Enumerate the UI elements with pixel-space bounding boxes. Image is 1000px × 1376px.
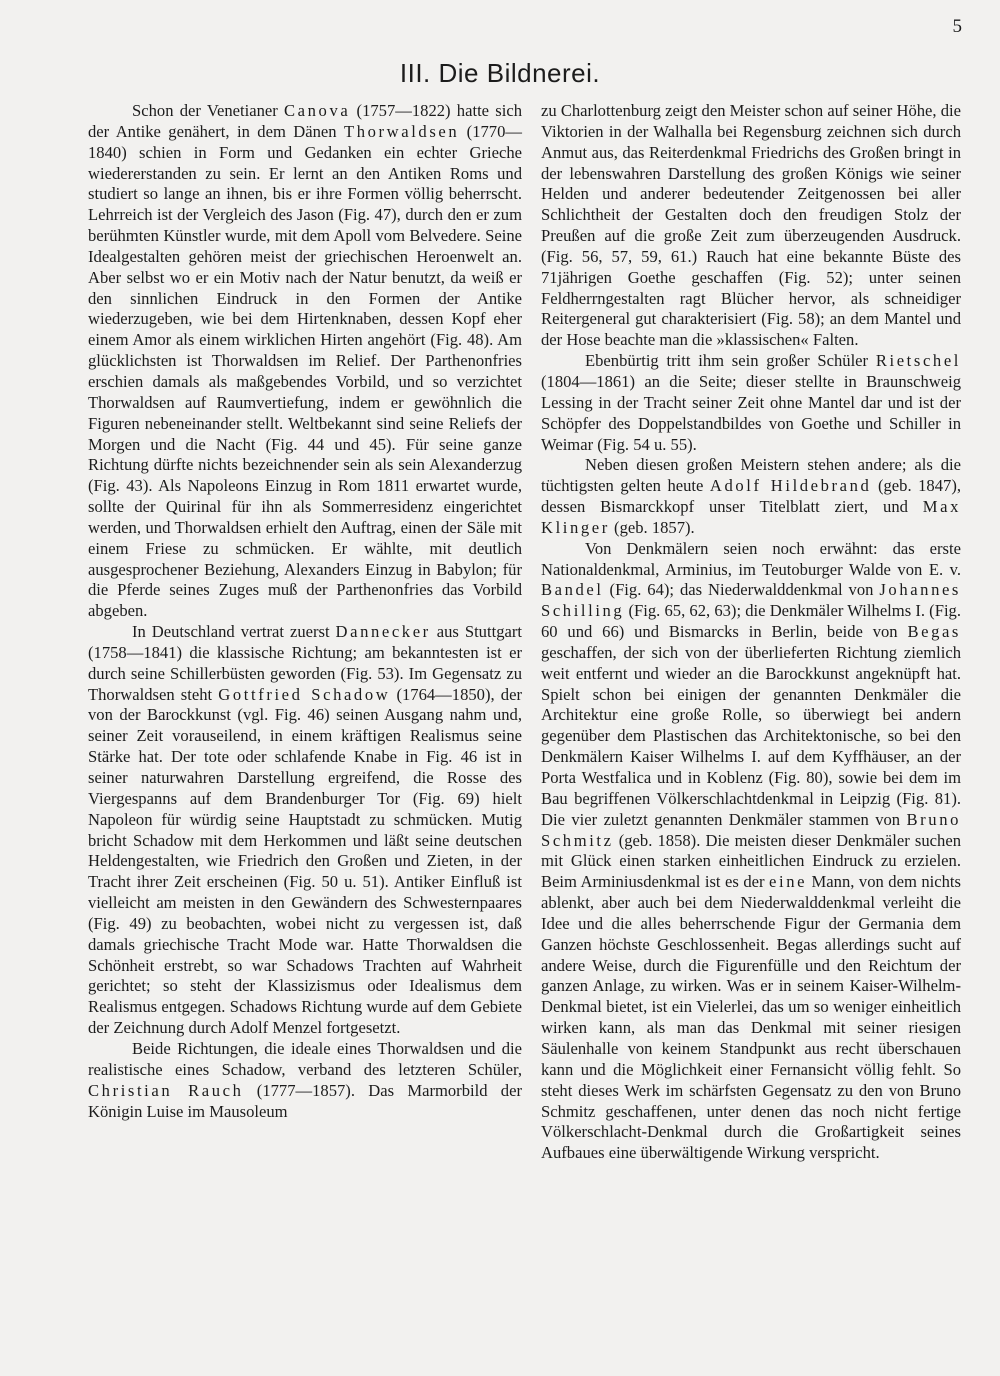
page-number: 5 <box>952 16 962 37</box>
artist-name: Dannecker <box>335 622 431 642</box>
emphasis: eine <box>769 872 808 892</box>
text-run: Von Denkmälern seien noch erwähnt: das erste Nationaldenkmal, Arminius, im Teutoburger Walde von E. v. <box>541 538 961 579</box>
paragraph <box>541 455 961 538</box>
artist-name: Begas <box>907 622 961 642</box>
text-run: aus Stuttgart (1758—1841) die klassische Richtung; am bekanntesten ist er durch seine Schillerbüsten geworden (Fig. 53). Im Gegensatz zu Thorwaldsen steht <box>88 622 522 704</box>
column-divider <box>531 104 532 1284</box>
text-run: (geb. 1847), dessen Bismarckkopf unser Titelblatt ziert, und <box>541 476 961 517</box>
paragraph <box>88 1039 522 1122</box>
section-title: III. Die Bildnerei. <box>399 58 601 88</box>
text-run: (1770—1840) schien in Form und Gedanken ein echter Grieche wiedererstanden zu sein. Er lernt an den Antiken Roms und studiert so lange an ihnen, bis er ihre Formen völlig beherrscht. Lehrreich ist der Vergleich des Jason (Fig. 47), durch den er zum berühmten Künstler wurde, mit dem Apoll vom Belvedere. Seine Idealgestalten gehören meist der griechischen Heroenwelt an. Aber selbst wo er ein Motiv nach der Natur benutzt, da weiß er den sinnlichen Eindruck in den Formen der Antike wiederzugeben, wie bei dem Hirtenknaben, dessen Kopf eher einem Amor als einem wirklichen Hirten angehört (Fig. 48). Am glücklichsten ist Thorwaldsen im Relief. Der Parthenonfries erschien damals als maßgebendes Vorbild, und so verzichtet Thorwaldsen auf Raumvertiefung, indem er gewöhnlich die Figuren nebeneinander stellt. Weltbekannt sind seine Reliefs der Morgen und die Nacht (Fig. 44 und 45). Für seine ganze Richtung dürfte nichts bezeichnender sein als sein Alexanderzug (Fig. 43). Als Napoleons Einzug in Rom 1811 erwartet wurde, sollte der Quirinal für ihn als Sommerresidenz eingerichtet werden, und Thorwaldsen erhielt den Auftrag, einen der Säle mit einem Friese zu schmücken. Er wählte, mit deutlich ausgesprochener Beziehung, Alexanders Einzug in Babylon; für die Pferde seines Zuges muß der Parthenonfries das Vorbild abgeben. <box>88 121 522 621</box>
artist-name: Canova <box>284 101 351 120</box>
text-run: geschaffen, der sich von der überlieferten Richtung ziemlich weit entfernt und wieder an die Barockkunst angeknüpft hat. Spielt schon bei einigen der genannten Denkmäler die Architektur eine große Rolle, so überwiegt bei andern gegenüber dem Plastischen das Architektonische, so bei den Denkmälern Kaiser Wilhelms I. auf dem Kyffhäuser, an der Porta Westfalica und in Koblenz (Fig. 80), sowie bei dem im Bau begriffenen Völkerschlachtdenkmal in Leipzig (Fig. 81). Die vier zuletzt genannten Denkmäler stammen von <box>541 642 961 829</box>
text-run: Mann, von dem nichts ablenkt, aber auch bei dem Niederwalddenkmal verleiht die Idee und die alles beherrschende Figur der Germania dem Ganzen höchste Geschlossenheit. Begas allerdings sucht auf andere Weise, durch die Figurenfülle und den Reichtum der ganzen Anlage, zu wirken. Was er in seinem Kaiser-Wilhelm-Denkmal bietet, ist ein Vielerlei, das um so weniger einheitlich wirken kann, als man das Denkmal mit seiner riesigen Säulenhalle von keinem Standpunkt aus recht überschauen kann und die Möglichkeit einer Fernansicht völlig fehlt. So steht dieses Werk im schärfsten Gegensatz zu den von Bruno Schmitz geschaffenen, unter denen das noch nicht fertige Völkerschlacht-Denkmal durch die Großartigkeit seines Aufbaues eine überwältigende Wirkung verspricht. <box>541 872 961 1163</box>
artist-name: Bandel <box>541 580 604 600</box>
paragraph <box>541 101 961 351</box>
text-run: Ebenbürtig tritt ihm sein großer Schüler <box>585 351 876 371</box>
text-run: (geb. 1857). <box>609 517 695 537</box>
text-run: (1777—1857). Das Marmorbild der Königin Luise im Mausoleum <box>88 1080 522 1121</box>
paragraph <box>88 622 522 1039</box>
artist-name: Gottfried Schadow <box>218 684 391 704</box>
artist-name: Thorwaldsen <box>344 121 460 141</box>
artist-name: Bruno Schmitz <box>541 809 961 850</box>
artist-name: Adolf Hildebrand <box>709 476 872 496</box>
right-column <box>541 101 961 1164</box>
artist-name: Max Klinger <box>541 497 961 537</box>
text-run: In Deutschland vertrat zuerst <box>132 622 336 642</box>
text-run: (Fig. 65, 62, 63); die Denkmäler Wilhelms I. (Fig. 60 und 66) und Bismarcks in Berlin, beide von <box>541 601 961 642</box>
text-run: Neben diesen großen Meistern stehen andere; als die tüchtigsten gelten heute <box>541 455 961 496</box>
text-run: Schon der Venetianer <box>132 101 285 120</box>
text-run: (1757—1822) hatte sich der Antike genähert, in dem Dänen <box>88 101 522 141</box>
text-run: (1804—1861) an die Seite; dieser stellte in Braunschweig Lessing in der Tracht seiner Zeit ohne Mantel dar und ist der Schöpfer des Doppelstandbildes von Goethe und Schiller in Weimar (Fig. 54 u. 55). <box>541 371 961 454</box>
artist-name: Johannes Schilling <box>541 580 961 621</box>
artist-name: Christian Rauch <box>88 1080 244 1100</box>
text-run: (1764—1850), der von der Barockkunst (vgl. Fig. 46) seinen Ausgang nahm und, seiner Zeit vorauseilend, in einem kräftigen Realismus seine Stärke hat. Der tote oder schlafende Knabe in Fig. 46 ist in seiner naturwahren Darstellung ergreifend, die Rosse des Viergespanns auf dem Brandenburger Tor (Fig. 69) hielt Napoleon für würdig seine Hauptstadt zu schmücken. Mutig bricht Schadow mit dem Herkommen und läßt seine deutschen Heldengestalten, wie Friedrich den Großen und Zieten, in der Tracht ihrer Zeit erscheinen (Fig. 50 u. 51). Antiker Einfluß ist vielleicht am meisten in den Gewändern des Schwesternpaares (Fig. 49) zu beobachten, wobei nicht zu vergessen ist, daß damals griechische Tracht Mode war. Hatte Thorwaldsen die Schönheit erstrebt, so war Schadows Trachten auf Wahrheit gerichtet; so steht der Klassizismus oder Idealismus dem Realismus entgegen. Schadows Richtung wurde auf dem Gebiete der Zeichnung durch Adolf Menzel fortgesetzt. <box>88 684 522 1038</box>
paragraph <box>88 101 522 622</box>
left-column <box>88 101 522 1122</box>
text-run: Beide Richtungen, die ideale eines Thorwaldsen und die realistische eines Schadow, verband des letzteren Schüler, <box>88 1038 522 1079</box>
paragraph <box>541 351 961 455</box>
text-run: (Fig. 64); das Niederwalddenkmal von <box>603 580 880 600</box>
text-run: zu Charlottenburg zeigt den Meister schon auf seiner Höhe, die Viktorien in der Walhalla bei Regensburg zeichnen sich durch Anmut aus, das Reiterdenkmal Friedrichs des Großen bringt in der lebenswahren Darstellung des großen Königs wie seiner Helden und anderer bedeutender Zeitgenossen bei aller Schlichtheit der Gestalten doch den freudigen Stolz der Preußen auf die große Zeit zum überzeugenden Ausdruck. (Fig. 56, 57, 59, 61.) Rauch hat eine bekannte Büste des 71jährigen Goethe geschaffen (Fig. 52); unter seinen Feldherrngestalten ragt Blücher hervor, als schneidiger Reitergeneral gut charakterisiert (Fig. 58); an dem Mantel und der Hose beachte man die »klassischen« Falten. <box>541 101 961 350</box>
paragraph <box>541 539 961 1164</box>
artist-name: Rietschel <box>875 351 961 371</box>
text-run: (geb. 1858). Die meisten dieser Denkmäler suchen mit Glück einen starken einheitlichen Eindruck zu erzielen. Beim Arminiusdenkmal ist es der <box>541 830 961 892</box>
